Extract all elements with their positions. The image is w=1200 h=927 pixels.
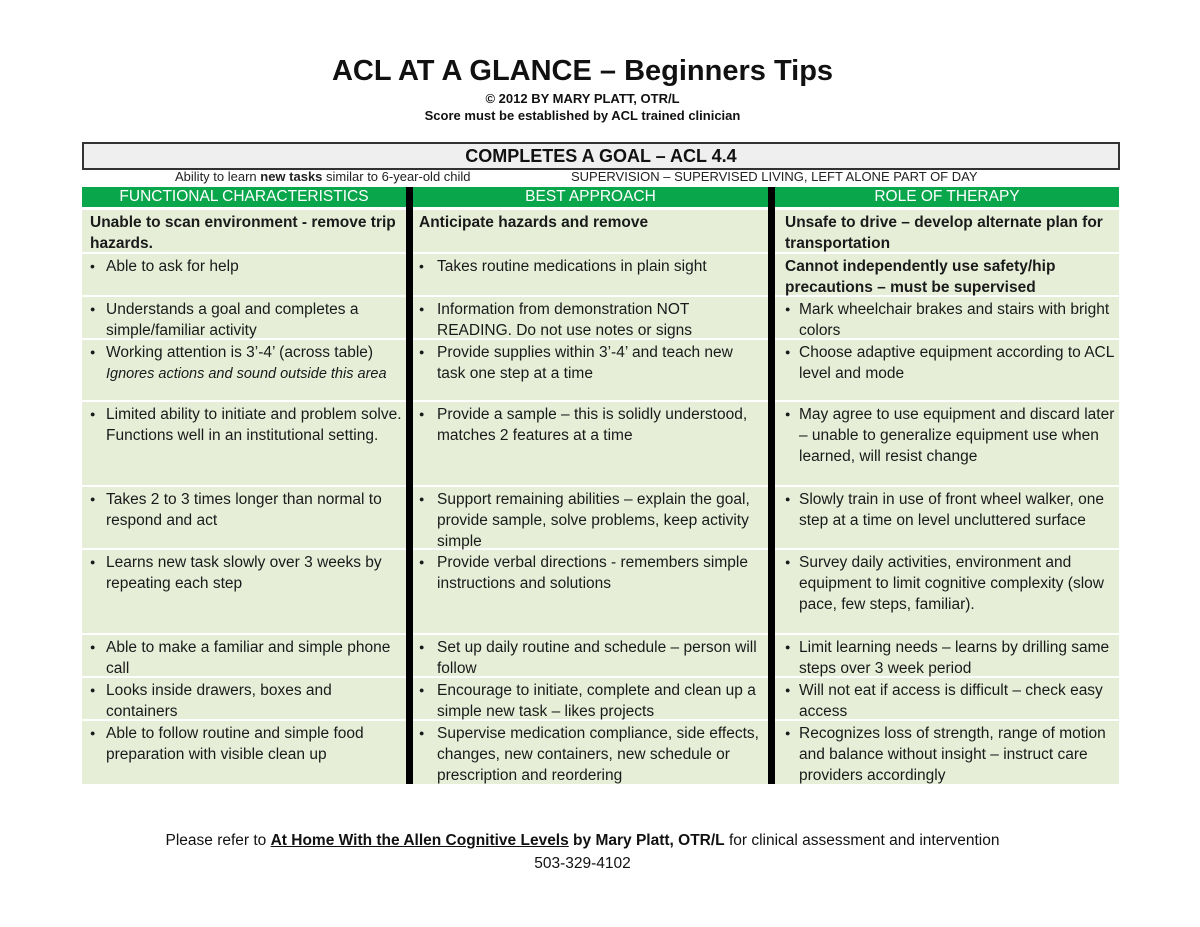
cell-text: Takes 2 to 3 times longer than normal to respond and act <box>106 491 382 529</box>
bullet-icon: ● <box>90 685 96 695</box>
cell-text: Support remaining abilities – explain the goal, provide sample, solve problems, keep activity simple <box>437 491 750 550</box>
table-cell <box>413 297 768 338</box>
bullet-icon: ● <box>419 642 425 652</box>
cell-text: Takes routine medications in plain sight <box>437 258 707 275</box>
table-cell <box>413 254 768 295</box>
table-cell <box>413 550 768 633</box>
cell-text: Working attention is 3’-4’ (across table) <box>106 344 374 361</box>
cell-italic-text: Ignores actions and sound outside this area <box>106 366 387 382</box>
bullet-icon: ● <box>785 642 791 652</box>
table-cell <box>82 635 406 676</box>
table-cell <box>775 340 1119 400</box>
cell-text: Able to ask for help <box>106 258 239 275</box>
page-title: ACL AT A GLANCE – Beginners Tips <box>331 55 834 87</box>
cell-text: Limited ability to initiate and problem solve. Functions well in an institutional setting. <box>106 406 402 444</box>
bullet-icon: ● <box>785 685 791 695</box>
cell-text: Able to follow routine and simple food preparation with visible clean up <box>106 725 364 763</box>
bullet-icon: ● <box>419 728 425 738</box>
bullet-icon: ● <box>90 409 96 419</box>
bullet-icon: ● <box>785 728 791 738</box>
cell-text: Anticipate hazards and remove <box>419 214 649 231</box>
bullet-icon: ● <box>90 642 96 652</box>
table-cell <box>775 254 1119 295</box>
bullet-icon: ● <box>90 557 96 567</box>
table-cell <box>775 297 1119 338</box>
footer-reference <box>0 832 1165 850</box>
bullet-icon: ● <box>785 347 791 357</box>
cell-text: Mark wheelchair brakes and stairs with bright colors <box>799 301 1110 339</box>
table-cell <box>82 721 406 784</box>
bullet-icon: ● <box>785 557 791 567</box>
bullet-icon: ● <box>785 409 791 419</box>
bullet-icon: ● <box>785 304 791 314</box>
table-cell <box>413 635 768 676</box>
footer-suffix: for clinical assessment and intervention <box>724 832 1000 849</box>
footer-author: by Mary Platt, OTR/L <box>568 832 725 849</box>
footer-prefix: Please refer to <box>165 832 271 849</box>
bullet-icon: • <box>419 258 424 274</box>
cell-text: Recognizes loss of strength, range of motion and balance without insight – instruct care providers accordingly <box>799 725 1106 784</box>
table-cell <box>82 550 406 633</box>
phone-number: 503-329-4102 <box>534 855 631 872</box>
bullet-icon: ● <box>90 304 96 314</box>
table-cell <box>413 487 768 548</box>
table-cell <box>82 210 406 252</box>
cell-text: Set up daily routine and schedule – person will follow <box>437 639 757 677</box>
table-cell <box>775 487 1119 548</box>
cell-text: Learns new task slowly over 3 weeks by repeating each step <box>106 554 382 592</box>
cell-text: Unable to scan environment - remove trip hazards. <box>90 214 396 252</box>
cell-text: Able to make a familiar and simple phone call <box>106 639 391 677</box>
bullet-icon: ● <box>419 685 425 695</box>
table-cell <box>82 678 406 719</box>
cell-text: Provide verbal directions - remembers simple instructions and solutions <box>437 554 748 592</box>
table-cell <box>775 550 1119 633</box>
bullet-icon: ● <box>90 347 96 357</box>
column-divider <box>406 187 413 784</box>
table-cell <box>775 678 1119 719</box>
cell-text: Looks inside drawers, boxes and containers <box>106 682 332 720</box>
cell-text: May agree to use equipment and discard later – unable to generalize equipment use when learned, will resist change <box>799 406 1115 465</box>
table-cell <box>413 678 768 719</box>
cell-text: Unsafe to drive – develop alternate plan for transportation <box>785 214 1103 252</box>
cell-text: Understands a goal and completes a simple/familiar activity <box>106 301 359 339</box>
table-cell <box>775 402 1119 485</box>
table-cell <box>82 487 406 548</box>
cell-text: Supervise medication compliance, side effects, changes, new containers, new schedule or prescription and reordering <box>437 725 759 784</box>
ability-line <box>175 169 471 184</box>
cell-text: Limit learning needs – learns by drilling same steps over 3 week period <box>799 639 1110 677</box>
header-approach: BEST APPROACH <box>413 187 768 207</box>
cell-text: Provide supplies within 3’-4’ and teach new task one step at a time <box>437 344 733 382</box>
cell-text: Slowly train in use of front wheel walker, one step at a time on level uncluttered surface <box>799 491 1104 529</box>
book-title: At Home With the Allen Cognitive Levels <box>270 832 569 849</box>
column-divider <box>768 187 775 784</box>
table-cell <box>775 635 1119 676</box>
header-functional: FUNCTIONAL CHARACTERISTICS <box>82 187 406 207</box>
ability-suffix: similar to 6-year-old child <box>322 169 471 184</box>
cell-text: Information from demonstration NOT READING. Do not use notes or signs <box>437 301 693 339</box>
bullet-icon: ● <box>419 347 425 357</box>
table-cell <box>413 340 768 400</box>
cell-text: Cannot independently use safety/hip precautions – must be supervised <box>785 258 1056 296</box>
supervision-line: SUPERVISION – SUPERVISED LIVING, LEFT ALONE PART OF DAY <box>571 169 978 184</box>
table-cell <box>775 210 1119 252</box>
goal-box: COMPLETES A GOAL – ACL 4.4 <box>82 142 1120 170</box>
bullet-icon: ● <box>90 494 96 504</box>
score-note: Score must be established by ACL trained clinician <box>424 108 741 123</box>
table-cell <box>82 254 406 295</box>
header-therapy: ROLE OF THERAPY <box>775 187 1119 207</box>
copyright-line: © 2012 BY MARY PLATT, OTR/L <box>485 91 680 106</box>
bullet-icon: ● <box>785 494 791 504</box>
table-cell <box>82 402 406 485</box>
ability-bold: new tasks <box>260 169 323 184</box>
cell-text: Will not eat if access is difficult – check easy access <box>799 682 1103 720</box>
bullet-icon: ● <box>419 494 425 504</box>
table-cell <box>413 721 768 784</box>
table-cell <box>82 297 406 338</box>
bullet-icon: ● <box>419 557 425 567</box>
cell-text: Survey daily activities, environment and equipment to limit cognitive complexity (slow pace, few steps, familiar). <box>799 554 1104 613</box>
bullet-icon: ● <box>419 409 425 419</box>
table-cell <box>413 402 768 485</box>
cell-text: Provide a sample – this is solidly understood, matches 2 features at a time <box>437 406 748 444</box>
bullet-icon: • <box>90 258 95 274</box>
cell-text: Choose adaptive equipment according to ACL level and mode <box>799 344 1114 382</box>
table-cell <box>82 340 406 400</box>
ability-prefix: Ability to learn <box>175 169 261 184</box>
bullet-icon: ● <box>90 728 96 738</box>
table-cell <box>775 721 1119 784</box>
table-cell <box>413 210 768 252</box>
bullet-icon: ● <box>419 304 425 314</box>
cell-text: Encourage to initiate, complete and clean up a simple new task – likes projects <box>437 682 756 720</box>
